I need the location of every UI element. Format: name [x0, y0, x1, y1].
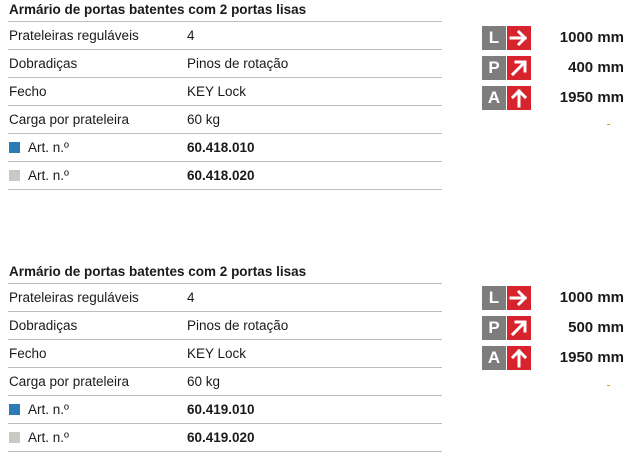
article-number: 60.418.010: [187, 134, 442, 162]
dimension-letter: A: [482, 86, 506, 110]
arrow-up-icon: [507, 86, 531, 110]
spec-label: Fecho: [8, 340, 187, 368]
table-row: [8, 78, 442, 106]
spec-label: Carga por prateleira: [8, 368, 187, 396]
arrow-right-icon: [507, 286, 531, 310]
spec-value: 60 kg: [187, 368, 442, 396]
table-row: [8, 368, 442, 396]
dimensions-panel-1: [474, 26, 624, 116]
spec-value: 4: [187, 22, 442, 50]
spec-label: Prateleiras reguláveis: [8, 22, 187, 50]
article-label: Art. n.º: [28, 402, 69, 417]
article-label: Art. n.º: [28, 140, 69, 155]
decorative-dot: [607, 124, 610, 125]
dimension-value: 1950 mm: [559, 89, 624, 106]
dimension-letter: L: [482, 286, 506, 310]
dimension-value: 1000 mm: [559, 29, 624, 46]
dimension-value: 1950 mm: [559, 349, 624, 366]
dimension-letter: P: [482, 316, 506, 340]
article-label: Art. n.º: [28, 430, 69, 445]
decorative-dot: [607, 385, 610, 386]
spec-value: KEY Lock: [187, 340, 442, 368]
dimension-value: 1000 mm: [559, 289, 624, 306]
table-row: [8, 340, 442, 368]
article-row: [8, 396, 442, 424]
dimension-letter: L: [482, 26, 506, 50]
dimension-letter: A: [482, 346, 506, 370]
dimension-value: 500 mm: [568, 319, 624, 336]
article-row: [8, 162, 442, 190]
article-number: 60.419.010: [187, 396, 442, 424]
color-swatch-grey: [9, 432, 20, 443]
dimension-depth: [474, 56, 624, 80]
dimensions-panel-2: [474, 286, 624, 376]
table-row: [8, 312, 442, 340]
table-row: [8, 106, 442, 134]
table-row: [8, 50, 442, 78]
product-title: Armário de portas batentes com 2 portas lisas: [9, 264, 307, 279]
spec-label: Fecho: [8, 78, 187, 106]
spec-label: Carga por prateleira: [8, 106, 187, 134]
arrow-diagonal-up-right-icon: [507, 316, 531, 340]
product-title: Armário de portas batentes com 2 portas lisas: [9, 2, 307, 17]
table-row: [8, 22, 442, 50]
article-row: [8, 134, 442, 162]
article-number: 60.418.020: [187, 162, 442, 190]
article-label: Art. n.º: [28, 168, 69, 183]
color-swatch-blue: [9, 142, 20, 153]
spec-label: Dobradiças: [8, 312, 187, 340]
dimension-width: [474, 26, 624, 50]
spec-value: Pinos de rotação: [187, 312, 442, 340]
dimension-height: [474, 86, 624, 110]
spec-value: 4: [187, 284, 442, 312]
dimension-depth: [474, 316, 624, 340]
spec-label: Dobradiças: [8, 50, 187, 78]
spec-label: Prateleiras reguláveis: [8, 284, 187, 312]
spec-value: KEY Lock: [187, 78, 442, 106]
color-swatch-blue: [9, 404, 20, 415]
article-row: [8, 424, 442, 452]
spec-table: [8, 283, 442, 452]
dimension-width: [474, 286, 624, 310]
dimension-value: 400 mm: [568, 59, 624, 76]
article-number: 60.419.020: [187, 424, 442, 452]
arrow-right-icon: [507, 26, 531, 50]
table-row: [8, 284, 442, 312]
spec-table: [8, 21, 442, 190]
spec-value: 60 kg: [187, 106, 442, 134]
dimension-letter: P: [482, 56, 506, 80]
arrow-up-icon: [507, 346, 531, 370]
spec-value: Pinos de rotação: [187, 50, 442, 78]
dimension-height: [474, 346, 624, 370]
color-swatch-grey: [9, 170, 20, 181]
arrow-diagonal-up-right-icon: [507, 56, 531, 80]
